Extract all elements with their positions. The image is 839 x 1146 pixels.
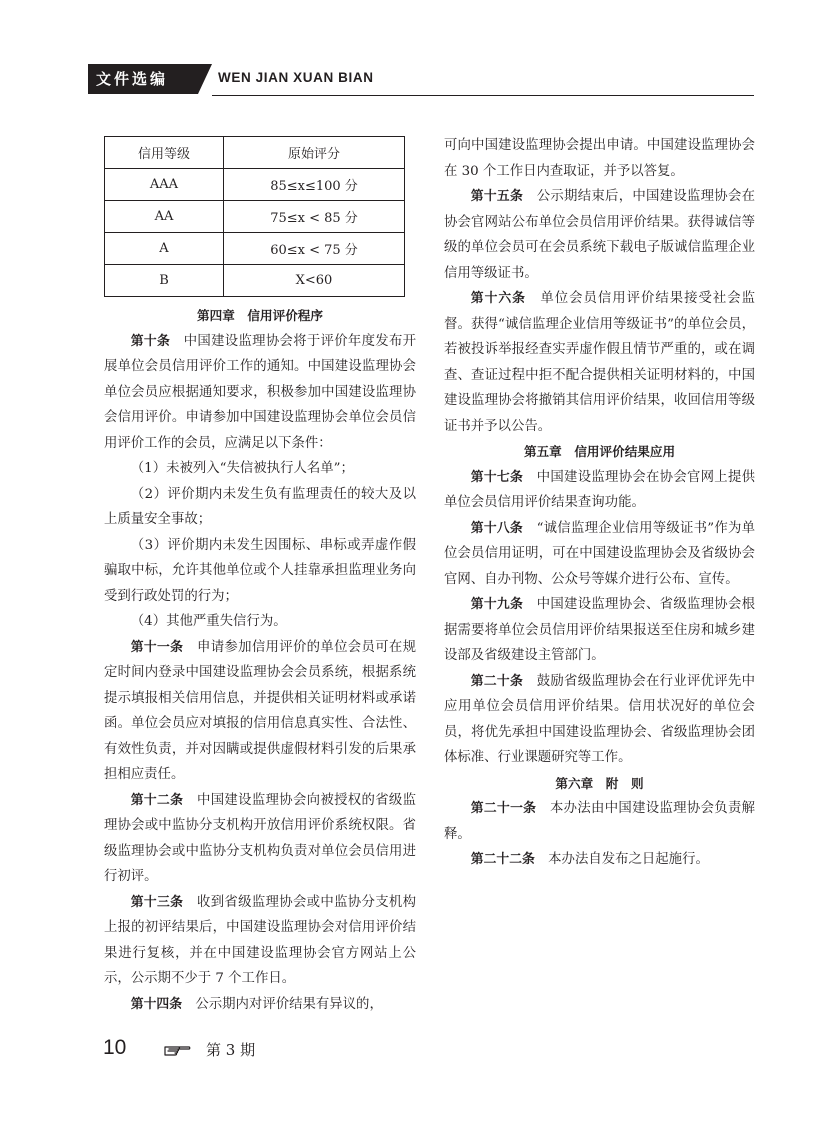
table-cell-score: X<60 bbox=[224, 265, 405, 297]
article-12 bbox=[104, 788, 416, 890]
section-label-english: WEN JIAN XUAN BIAN bbox=[218, 70, 374, 85]
condition-4: （4）其他严重失信行为。 bbox=[130, 614, 287, 629]
article-21-label: 第二十一条 bbox=[470, 801, 537, 816]
table-cell-score: 60≤x < 75 分 bbox=[224, 233, 405, 265]
table-row bbox=[105, 169, 405, 201]
article-19 bbox=[444, 592, 755, 669]
chapter-4-title: 第四章 信用评价程序 bbox=[197, 308, 323, 323]
article-18-text: “诚信监理企业信用等级证书”作为单位会员信用证明，可在中国建设监理协会及省级协会官网、自办刊物、公众号等媒介进行公布、宣传。 bbox=[444, 520, 756, 587]
article-11 bbox=[104, 635, 416, 788]
article-12-label: 第十二条 bbox=[130, 792, 184, 808]
table-cell-score: 85≤x≤100 分 bbox=[224, 169, 405, 201]
credit-grade-table bbox=[104, 136, 405, 297]
article-17-label: 第十七条 bbox=[470, 469, 524, 485]
right-column bbox=[444, 133, 755, 873]
table-cell-grade: AAA bbox=[105, 169, 224, 201]
article-16-text: 单位会员信用评价结果接受社会监督。获得“诚信监理企业信用等级证书”的单位会员，若被投诉举报经查实弄虚作假且情节严重的，或在调查、查证过程中拒不配合提供相关证明材料的，中国建设监理协会将撤销其信用评价结果，收回信用等级证书并予以公告。 bbox=[444, 291, 756, 434]
article-17 bbox=[444, 465, 755, 516]
article-21 bbox=[444, 796, 755, 847]
article-15 bbox=[444, 184, 755, 286]
article-15-label: 第十五条 bbox=[470, 189, 524, 204]
article-14-label: 第十四条 bbox=[130, 996, 182, 1012]
article-13-text: 收到省级监理协会或中监协分支机构上报的初评结果后，中国建设监理协会对信用评价结果进行复核，并在中国建设监理协会官方网站上公示，公示期不少于 7 个工作日。 bbox=[104, 894, 417, 986]
table-row bbox=[105, 265, 405, 297]
table-cell-grade: AA bbox=[105, 201, 224, 233]
article-19-label: 第十九条 bbox=[470, 597, 524, 612]
article-20-label: 第二十条 bbox=[470, 673, 524, 689]
article-22-text: 本办法自发布之日起施行。 bbox=[548, 852, 709, 867]
page-number: 10 bbox=[103, 1036, 127, 1059]
table-cell-score: 75≤x < 85 分 bbox=[224, 201, 405, 233]
article-15-text: 公示期结束后，中国建设监理协会在协会官网站公布单位会员信用评价结果。获得诚信等级的单位会员可在会员系统下载电子版诚信监理企业信用等级证书。 bbox=[444, 189, 756, 281]
article-13-label: 第十三条 bbox=[130, 894, 184, 910]
article-11-label: 第十一条 bbox=[130, 639, 184, 655]
section-label: 文件选编 bbox=[88, 64, 198, 94]
article-12-text: 中国建设监理协会向被授权的省级监理协会或中监协分支机构开放信用评价系统权限。省级监理协会或中监协分支机构负责对单位会员信用进行初评。 bbox=[104, 792, 417, 884]
table-header-cell: 信用等级 bbox=[105, 137, 224, 169]
issue-number: 第 3 期 bbox=[206, 1041, 256, 1059]
pointing-hand-icon bbox=[163, 1042, 191, 1058]
chapter-6-title: 第六章 附 则 bbox=[555, 775, 644, 791]
article-20 bbox=[444, 669, 755, 771]
article-14-continued: 可向中国建设监理协会提出申请。中国建设监理协会在 30 个工作日内查取证，并予以答复。 bbox=[444, 138, 755, 179]
table-cell-grade: A bbox=[105, 233, 224, 265]
article-20-text: 鼓励省级监理协会在行业评优评先中应用单位会员信用评价结果。信用状况好的单位会员，将优先承担中国建设监理协会、省级监理协会团体标准、行业课题研究等工作。 bbox=[444, 673, 756, 765]
condition-3: （3）评价期内未发生因围标、串标或弄虚作假骗取中标，允许其他单位或个人挂靠承担监理业务向受到行政处罚的行为； bbox=[104, 537, 416, 604]
article-19-text: 中国建设监理协会、省级监理协会根据需要将单位会员信用评价结果报送至住房和城乡建设部及省级建设主管部门。 bbox=[444, 597, 756, 663]
article-22 bbox=[444, 847, 755, 873]
article-13 bbox=[104, 890, 416, 992]
article-10-label: 第十条 bbox=[130, 333, 171, 349]
table-row bbox=[105, 233, 405, 265]
article-14-text: 公示期内对评价结果有异议的， bbox=[195, 996, 383, 1012]
article-14 bbox=[104, 992, 416, 1018]
chapter-5-title: 第五章 信用评价结果应用 bbox=[523, 444, 676, 459]
condition-2: （2）评价期内未发生负有监理责任的较大及以上质量安全事故； bbox=[104, 486, 416, 527]
table-header-cell: 原始评分 bbox=[224, 137, 405, 169]
article-21-text: 本办法由中国建设监理协会负责解释。 bbox=[444, 801, 756, 842]
article-18-label: 第十八条 bbox=[470, 520, 523, 536]
article-18 bbox=[444, 516, 755, 593]
table-cell-grade: B bbox=[105, 265, 224, 297]
table-header-row bbox=[105, 137, 405, 169]
header-rule bbox=[212, 95, 754, 96]
section-label-arrow bbox=[198, 64, 212, 94]
article-22-label: 第二十二条 bbox=[470, 852, 535, 867]
article-10-text: 中国建设监理协会将于评价年度发布开展单位会员信用评价工作的通知。中国建设监理协会单位会员应根据通知要求，积极参加中国建设监理协会信用评价。申请参加中国建设监理协会单位会员信用评价工作的会员，应满足以下条件： bbox=[104, 333, 417, 451]
condition-1: （1）未被列入“失信被执行人名单”； bbox=[130, 461, 354, 476]
article-16-label: 第十六条 bbox=[470, 291, 526, 306]
article-16 bbox=[444, 286, 755, 439]
table-row bbox=[105, 201, 405, 233]
article-11-text: 申请参加信用评价的单位会员可在规定时间内登录中国建设监理协会会员系统，根据系统提示填报相关信用信息，并提供相关证明材料或承诺函。单位会员应对填报的信用信息真实性、合法性、有效性负责，并对因瞒或提供虚假材料引发的后果承担相应责任。 bbox=[104, 639, 417, 782]
article-17-text: 中国建设监理协会在协会官网上提供单位会员信用评价结果查询功能。 bbox=[444, 469, 756, 510]
article-10 bbox=[104, 329, 416, 457]
left-column bbox=[104, 303, 416, 1017]
